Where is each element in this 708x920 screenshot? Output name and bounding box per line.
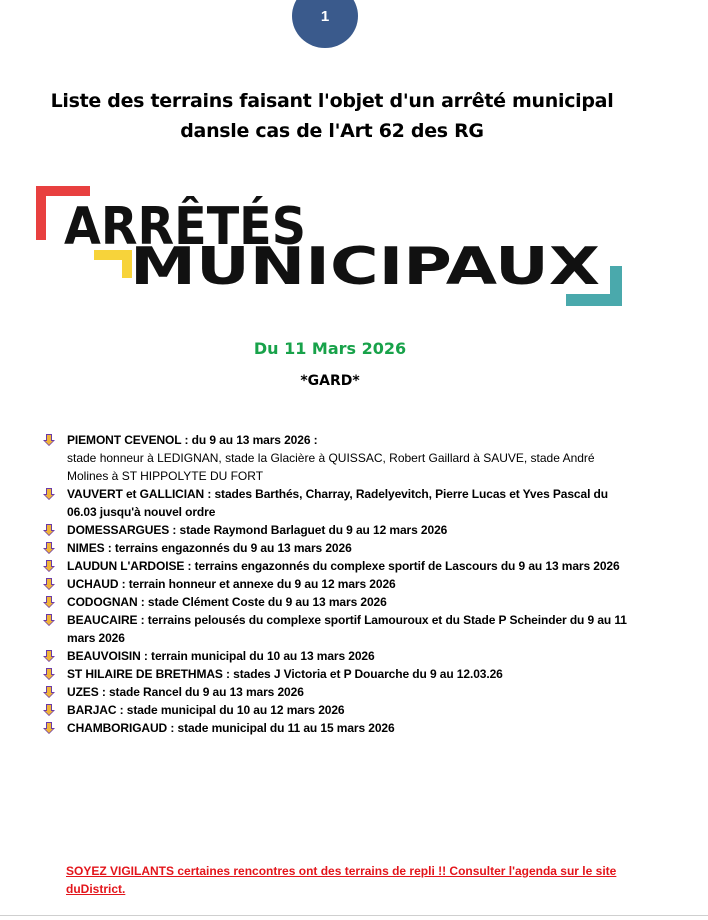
page-divider — [0, 915, 708, 916]
terrain-entry-title: LAUDUN L'ARDOISE : terrains engazonnés du complexe sportif de Lascours du 9 au 13 mars 2026 — [67, 559, 620, 573]
arrow-bullet-icon — [42, 523, 56, 537]
arrow-bullet-icon — [42, 487, 56, 501]
page-number-badge — [292, 0, 358, 48]
arrow-bullet-icon — [42, 433, 56, 447]
arrow-bullet-icon — [42, 703, 56, 717]
terrain-entry — [40, 557, 630, 575]
terrain-entry — [40, 431, 630, 485]
terrain-entry-detail: stade honneur à LEDIGNAN, stade la Glacière à QUISSAC, Robert Gaillard à SAUVE, stade André Molines à ST HIPPOLYTE DU FORT — [67, 451, 595, 483]
terrain-entry-title: VAUVERT et GALLICIAN : stades Barthés, Charray, Radelyevitch, Pierre Lucas et Yves Pascal du 06.03 jusqu'à nouvel ordre — [67, 487, 609, 519]
arrow-bullet-icon — [42, 577, 56, 591]
terrain-entry — [40, 719, 630, 737]
terrain-entry-title: NIMES : terrains engazonnés du 9 au 13 mars 2026 — [67, 541, 352, 555]
terrain-entry-title: UZES : stade Rancel du 9 au 13 mars 2026 — [67, 685, 304, 699]
terrain-entry — [40, 701, 630, 719]
terrain-entry-title: UCHAUD : terrain honneur et annexe du 9 au 12 mars 2026 — [67, 577, 396, 591]
terrain-entry-title: CODOGNAN : stade Clément Coste du 9 au 13 mars 2026 — [67, 595, 387, 609]
terrain-entry — [40, 647, 630, 665]
arrow-bullet-icon — [42, 667, 56, 681]
arrow-bullet-icon — [42, 613, 56, 627]
logo-word-municipaux: MUNICIPAUX — [130, 237, 600, 297]
terrain-entry — [40, 593, 630, 611]
arrow-bullet-icon — [42, 649, 56, 663]
document-title — [0, 86, 664, 146]
terrain-entry-title: BEAUCAIRE : terrains pelousés du complexe sportif Lamouroux et du Stade P Scheinder du 9 au 11 mars 2026 — [67, 613, 627, 645]
terrain-entry — [40, 611, 630, 647]
terrain-entry — [40, 521, 630, 539]
terrain-list — [40, 431, 630, 737]
terrain-entry-title: BARJAC : stade municipal du 10 au 12 mars 2026 — [67, 703, 345, 717]
terrain-entry — [40, 575, 630, 593]
arretes-municipaux-logo — [36, 186, 626, 310]
terrain-entry-title: ST HILAIRE DE BRETHMAS : stades J Victoria et P Douarche du 9 au 12.03.26 — [67, 667, 503, 681]
terrain-entry — [40, 665, 630, 683]
terrain-entry — [40, 683, 630, 701]
title-line-2: dansle cas de l'Art 62 des RG — [180, 120, 484, 142]
terrain-entry — [40, 539, 630, 557]
region-heading: *GARD* — [300, 373, 360, 389]
vigilance-warning[interactable]: SOYEZ VIGILANTS certaines rencontres ont des terrains de repli !! Consulter l'agenda sur le site duDistrict. — [66, 864, 617, 896]
date-heading: Du 11 Mars 2026 — [253, 339, 407, 358]
terrain-entry — [40, 485, 630, 521]
arrow-bullet-icon — [42, 541, 56, 555]
terrain-entry-title: BEAUVOISIN : terrain municipal du 10 au 13 mars 2026 — [67, 649, 375, 663]
title-line-1: Liste des terrains faisant l'objet d'un arrêté municipal — [50, 90, 614, 112]
terrain-entry-title: CHAMBORIGAUD : stade municipal du 11 au 15 mars 2026 — [67, 721, 395, 735]
arrow-bullet-icon — [42, 595, 56, 609]
arrow-bullet-icon — [42, 559, 56, 573]
terrain-entry-title: DOMESSARGUES : stade Raymond Barlaguet du 9 au 12 mars 2026 — [67, 523, 448, 537]
arrow-bullet-icon — [42, 685, 56, 699]
page-number: 1 — [320, 8, 330, 25]
terrain-entry-title: PIEMONT CEVENOL : du 9 au 13 mars 2026 : — [67, 433, 318, 447]
arrow-bullet-icon — [42, 721, 56, 735]
logo-word-arretes: ARRÊTÉS — [64, 197, 329, 257]
